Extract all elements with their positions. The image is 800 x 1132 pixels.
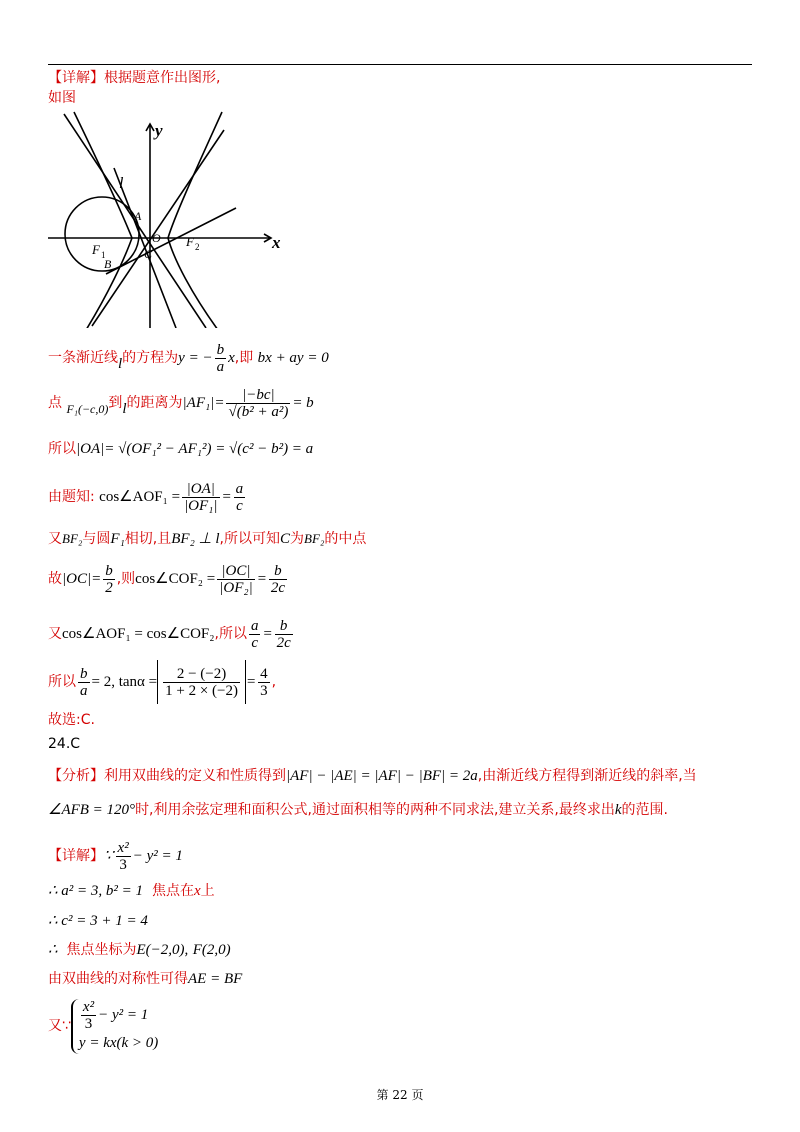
fraction-oc-of2: $\frac{|OC|}{\text{|OF₂|}}$ — [219, 562, 253, 596]
given-line: 由题知: cos∠AOF₁ = $\frac{|OA|}{\text{|OF₁|}}$ = $\frac{a}{c}$ — [48, 480, 244, 514]
asymptote-2 — [92, 130, 224, 326]
label-f1: F — [92, 242, 100, 257]
fraction-4-3: $\frac{4}{3}$ — [260, 665, 268, 699]
ab-values-line: ∴ a² = 3, b² = 1 焦点在x上 — [48, 883, 215, 899]
fraction-a-over-c: $\frac{a}{c}$ — [235, 480, 244, 514]
equation-system: $\frac{\text{x²}}{3}$ − y² = 1 y = kx(k > 0) — [71, 999, 158, 1054]
fraction-a-c: $\frac{a}{c}$ — [250, 617, 259, 651]
fraction-oa-of1: $\frac{|OA|}{\text{|OF₁|}}$ — [184, 480, 218, 514]
fraction-b-2c: $\frac{b}{2c}$ — [276, 617, 291, 651]
label-f2: F — [186, 234, 194, 249]
hyperbola-left-branch — [74, 112, 132, 328]
hyperbola-figure — [46, 108, 296, 328]
detail24-line: 【详解】∵ $\frac{\text{x²}}{3}$ − y² = 1 — [48, 839, 183, 873]
label-f1-sub: 1 — [101, 250, 106, 260]
fraction-distance: $\frac{|-bc|}{\text{√(b² + a²)}}$ — [228, 386, 289, 420]
intro-text: 根据题意作出图形, — [104, 70, 221, 86]
as-figure-text: 如图 — [48, 90, 76, 106]
c-value-line: ∴ c² = 3 + 1 = 4 — [48, 913, 148, 929]
oa-line: 所以|OA|= √(OF₁² − AF₁²) = √(c² − b²) = a — [48, 441, 314, 457]
analysis-line-1: 【分析】利用双曲线的定义和性质得到|AF| − |AE| = |AF| − |BF| = 2a,由渐近线方程得到渐近线的斜率,当 — [48, 768, 697, 784]
line-bf2 — [106, 208, 236, 274]
label-x: x — [272, 233, 281, 252]
detail-line — [48, 68, 220, 88]
tan-line: 所以 $\frac{b}{a}$ = 2, tanα = $\frac{2 - (-2)}{1 + 2 \times (-2)}$ = $\frac{4}{3}$ , — [48, 660, 276, 704]
label-l: l — [119, 175, 124, 192]
label-y: y — [155, 121, 163, 140]
fraction-b-over-2c: $\frac{b}{2c}$ — [270, 562, 285, 596]
fraction-b-a: $\frac{b}{a}$ — [80, 665, 88, 699]
abs-tan-expression: $\frac{2 - (-2)}{1 + 2 \times (-2)}$ — [157, 660, 246, 704]
oc-line: 故|OC|= $\frac{b}{2}$ ,则cos∠COF₂ = $\frac{|OC|}{\text{|OF₂|}}$ = $\frac{b}{2c}$ — [48, 562, 285, 596]
fraction-b-over-2: $\frac{b}{2}$ — [105, 562, 113, 596]
fraction-b-over-a: $\frac{b}{a}$ — [216, 341, 225, 375]
label-f2-sub: 2 — [195, 242, 200, 252]
distance-line: 点 F₁(−c,0)到l的距离为|AF₁|= $\frac{|-bc|}{\text{√(b² + a²)}}$ = b — [48, 386, 314, 420]
header-rule — [48, 64, 752, 65]
detail-tag: 【详解】 — [48, 70, 104, 86]
tangent-line: 又BF₂与圆F₁相切,且BF₂ ⊥ l,所以可知C为BF₂的中点 — [48, 531, 367, 547]
page-footer: 第 22 页 — [376, 1088, 424, 1102]
choice-line: 故选:C. — [48, 712, 95, 728]
question-24-number: 24.C — [48, 736, 81, 752]
system-line: 又∵ $\frac{\text{x²}}{3}$ − y² = 1 y = kx(k > 0) — [48, 998, 158, 1054]
label-o: O — [152, 231, 161, 245]
label-a: A — [134, 209, 142, 223]
as-figure-line — [48, 88, 76, 108]
focus-coords-line: ∴ 焦点坐标为E(−2,0), F(2,0) — [48, 942, 231, 958]
symmetry-line: 由双曲线的对称性可得AE = BF — [48, 971, 243, 987]
label-c: C — [144, 247, 153, 261]
fraction-x2-over-3: $\frac{\text{x²}}{3}$ — [117, 839, 129, 873]
label-b: B — [104, 257, 112, 271]
asymptote-line: 一条渐近线l的方程为y = − $\frac{b}{a}$ x,即 bx + ay = 0 — [48, 341, 329, 375]
analysis-line-2: ∠AFB = 120°时,利用余弦定理和面积公式,通过面积相等的两种不同求法,建立关系,最终求出k的范围. — [48, 802, 668, 818]
cos-equal-line: 又cos∠AOF₁ = cos∠COF₂,所以 $\frac{a}{c}$ = $\frac{b}{2c}$ — [48, 617, 291, 651]
